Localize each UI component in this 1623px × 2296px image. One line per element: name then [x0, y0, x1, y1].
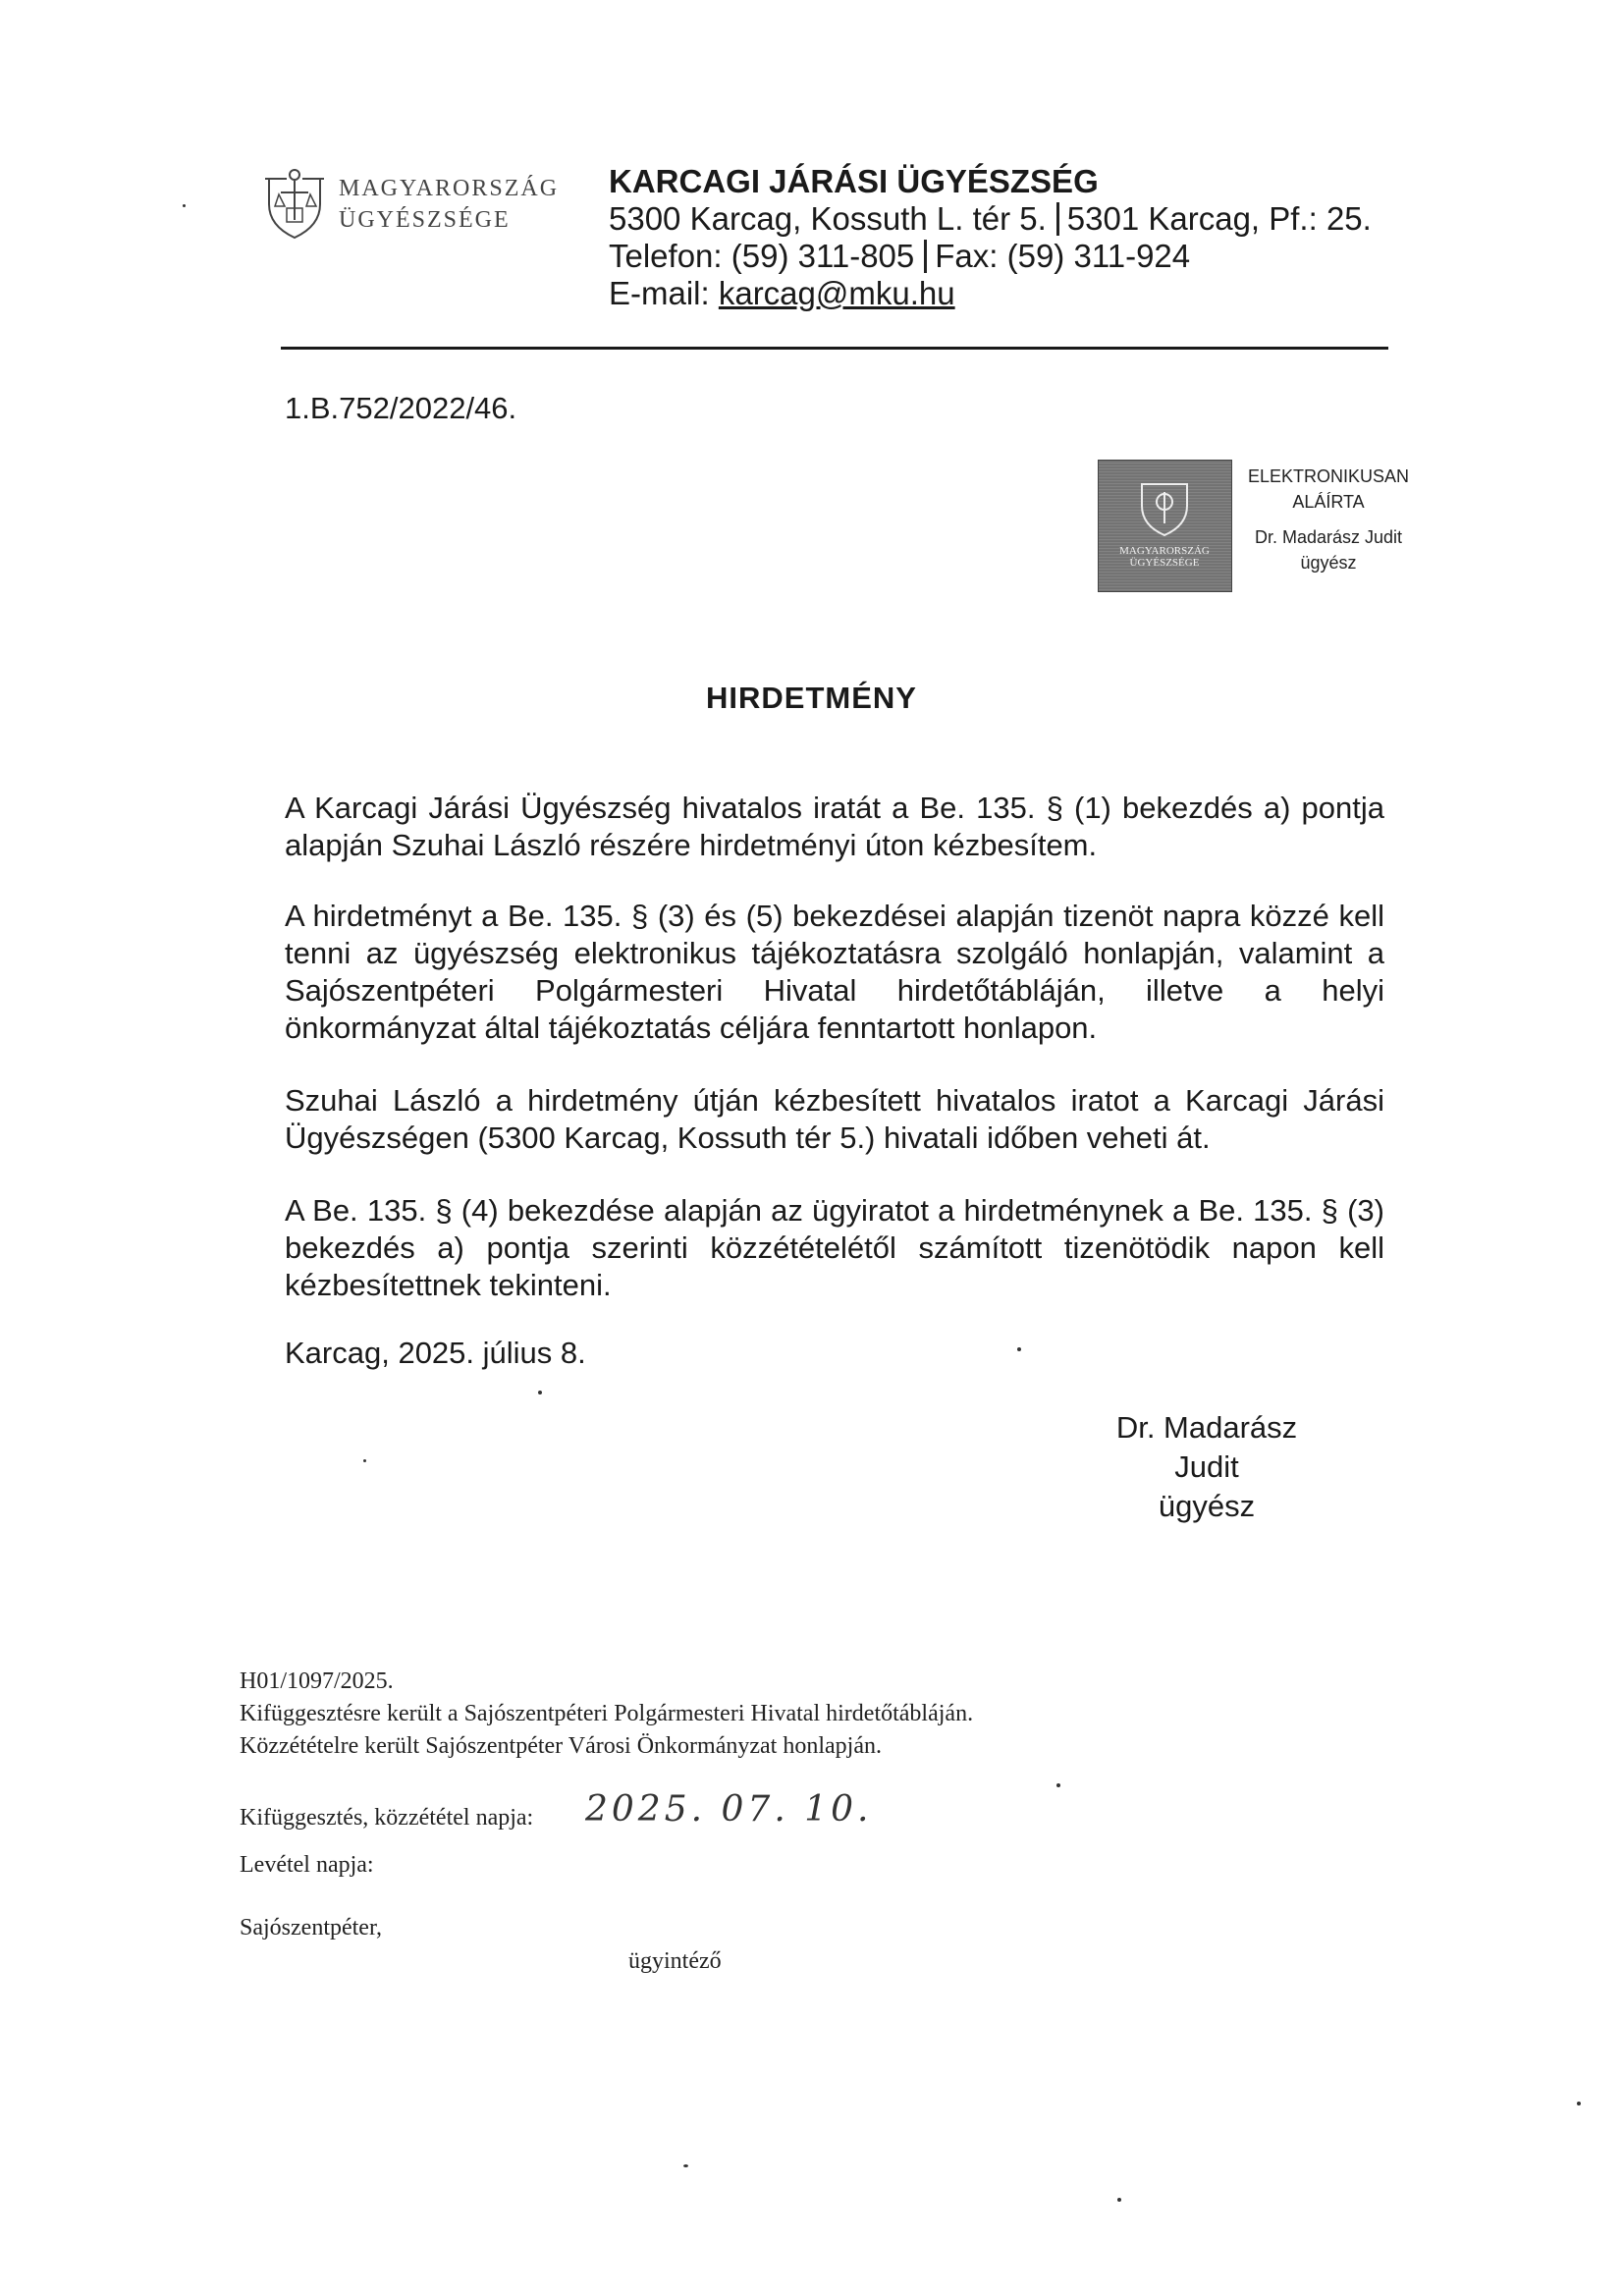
stamp-role: ügyész [1300, 553, 1357, 573]
registry-number: H01/1097/2025. [240, 1668, 394, 1694]
address-line [609, 200, 1372, 238]
email-line [609, 275, 1372, 312]
paragraph-3: Szuhai László a hirdetmény útján kézbesített hivatalos iratot a Karcagi Járási Ügyészségen (5300 Karcag, Kossuth tér 5.) hivatali időben veheti át. [285, 1083, 1384, 1155]
fax: Fax: (59) 311-924 [935, 238, 1191, 274]
stamp-brand-line-1: MAGYARORSZÁG [1119, 545, 1210, 557]
stamp-line-1: ELEKTRONIKUSAN [1247, 466, 1410, 486]
organization-name [339, 173, 604, 236]
scan-speck [1017, 1347, 1021, 1351]
scan-speck [538, 1391, 542, 1394]
seal-emblem-icon [1136, 478, 1193, 539]
paragraph-4: A Be. 135. § (4) bekezdése alapján az ügyiratot a hirdetménynek a Be. 135. § (3) bekezdés a) pontja szerinti közzétételétől számított tizenötödik napon kell kézbesítettnek tekinteni. [285, 1193, 1384, 1302]
stamp-signer: Dr. Madarász Judit [1254, 527, 1403, 547]
notice-line-1: Kifüggesztésre került a Sajószentpéteri Polgármesteri Hivatal hirdetőtábláján. [240, 1701, 974, 1726]
signature-block [1113, 1408, 1300, 1526]
street-address: 5300 Karcag, Kossuth L. tér 5. [609, 200, 1047, 237]
email-link[interactable]: karcag@mku.hu [718, 275, 955, 311]
phone: Telefon: (59) 311-805 [609, 238, 915, 274]
stamp-text [1235, 464, 1422, 575]
clerk-label: ügyintéző [628, 1948, 722, 1974]
scan-speck [1117, 2198, 1121, 2202]
stamp-line-2: ALÁÍRTA [1292, 492, 1365, 512]
signer-role: ügyész [1158, 1489, 1256, 1523]
header-divider [281, 347, 1388, 350]
reference-number: 1.B.752/2022/46. [285, 391, 517, 425]
date-place: Karcag, 2025. július 8. [285, 1336, 586, 1370]
removal-date-label: Levétel napja: [240, 1852, 374, 1878]
org-line-2: ÜGYÉSZSÉGE [339, 207, 511, 233]
scan-speck [1056, 1783, 1060, 1787]
signer-name: Dr. Madarász Judit [1115, 1410, 1298, 1484]
paragraph-2: A hirdetményt a Be. 135. § (3) és (5) bekezdései alapján tizenöt napra közzé kell tenni az ügyészség elektronikus tájékoztatásra szolgáló honlapján, valamint a Sajószentpéteri Polgármesteri Hivatal hirdetőtábláján, illetve a helyi önkormányzat által tájékoztatás céljára fenntartott honlapon. [285, 899, 1384, 1045]
scan-speck [1577, 2102, 1581, 2105]
scan-speck [183, 204, 186, 207]
posting-notice [240, 1666, 973, 1763]
separator [1056, 202, 1059, 236]
electronic-signature-stamp [1098, 460, 1422, 592]
scan-speck [363, 1459, 366, 1462]
place-label: Sajószentpéter, [240, 1915, 382, 1941]
email-label: E-mail: [609, 275, 719, 311]
stamp-brand-line-2: ÜGYÉSZSÉGE [1129, 557, 1200, 569]
office-header [609, 163, 1372, 312]
contact-line [609, 238, 1372, 275]
posted-date-label: Kifüggesztés, közzététel napja: [240, 1805, 534, 1831]
notice-line-2: Közzétételre került Sajószentpéter Városi Önkormányzat honlapján. [240, 1733, 882, 1759]
prosecution-emblem-icon [263, 165, 326, 259]
stamp-brand [1105, 545, 1224, 569]
scan-speck [683, 2164, 688, 2167]
paragraph-1: A Karcagi Járási Ügyészség hivatalos iratát a Be. 135. § (1) bekezdés a) pontja alapján Szuhai László részére hirdetményi úton kézbesítem. [285, 791, 1384, 862]
posted-date-handwritten: 2025. 07. 10. [585, 1789, 873, 1830]
stamp-seal [1098, 460, 1232, 592]
org-line-1: MAGYARORSZÁG [339, 176, 560, 201]
po-box: 5301 Karcag, Pf.: 25. [1066, 200, 1372, 237]
office-title: KARCAGI JÁRÁSI ÜGYÉSZSÉG [609, 163, 1099, 199]
document-title: HIRDETMÉNY [706, 681, 917, 715]
separator [924, 240, 927, 273]
